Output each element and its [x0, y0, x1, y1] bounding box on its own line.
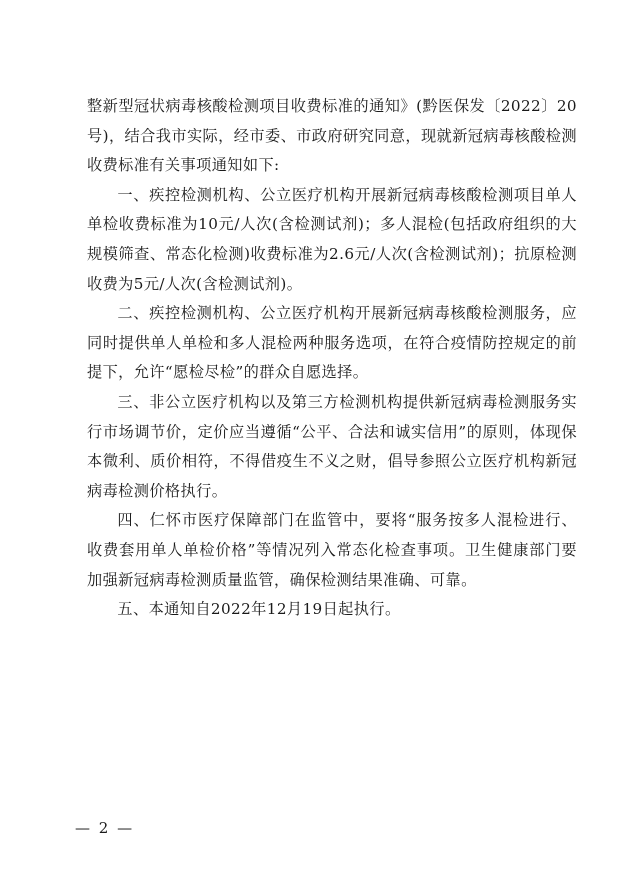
- document-body: [87, 92, 577, 625]
- intro-paragraph: 整新型冠状病毒核酸检测项目收费标准的通知》(黔医保发〔2022〕20号)，结合我市实际，经市委、市政府研究同意，现就新冠病毒核酸检测收费标准有关事项通知如下:: [87, 97, 577, 175]
- page-number: — 2 —: [75, 819, 135, 837]
- item-2-paragraph: 二、疾控检测机构、公立医疗机构开展新冠病毒核酸检测服务，应同时提供单人单检和多人混检两种服务选项，在符合疫情防控规定的前提下，允许“愿检尽检”的群众自愿选择。: [87, 304, 577, 382]
- item-4-paragraph: 四、仁怀市医疗保障部门在监管中，要将“服务按多人混检进行、收费套用单人单检价格”等情况列入常态化检查事项。卫生健康部门要加强新冠病毒检测质量监管，确保检测结果准确、可靠。: [87, 511, 577, 589]
- item-5-paragraph: 五、本通知自2022年12月19日起执行。: [117, 600, 401, 619]
- item-3-paragraph: 三、非公立医疗机构以及第三方检测机构提供新冠病毒检测服务实行市场调节价，定价应当遵循“公平、合法和诚实信用”的原则，体现保本微利、质价相符，不得借疫生不义之财，倡导参照公立医疗机构新冠病毒检测价格执行。: [87, 392, 577, 500]
- item-1-paragraph: 一、疾控检测机构、公立医疗机构开展新冠病毒核酸检测项目单人单检收费标准为10元/人次(含检测试剂)；多人混检(包括政府组织的大规模筛查、常态化检测)收费标准为2.6元/人次(含检测试剂)；抗原检测收费为5元/人次(含检测试剂)。: [87, 185, 577, 293]
